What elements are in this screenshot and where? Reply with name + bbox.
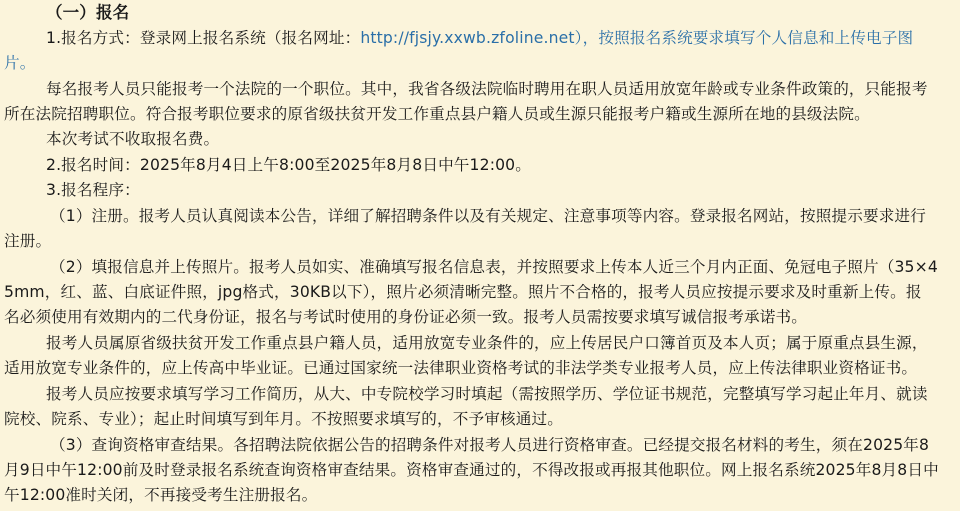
eligibility-para-line2: 所在法院招聘职位。符合报考职位要求的原省级扶贫开发工作重点县户籍人员或生源只能报考户籍或生源所在地的县级法院。 [4, 105, 870, 123]
resume-para-line2: 院校、院系、专业）；起止时间填写到年月。不按照要求填写的，不予审核通过。 [4, 410, 563, 428]
registration-method-line [46, 27, 913, 49]
poverty-county-para-line2: 适用放宽专业条件的，应上传高中毕业证。已通过国家统一法律职业资格考试的非法学类专业报考人员，应上传法律职业资格证书。 [4, 359, 918, 377]
registration-procedure-heading: 3.报名程序： [46, 181, 140, 199]
registration-url-link[interactable]: http://fjsjy.xxwb.zfoline.net [360, 29, 575, 47]
step3-line1: （3）查询资格审查结果。各招聘法院依据公告的招聘条件对报考人员进行资格审查。已经提交报名材料的考生，须在2025年8 [50, 436, 930, 454]
resume-para-line1: 报考人员应按要求填写学习工作简历，从大、中专院校学习时填起（需按照学历、学位证书规范，完整填写学习起止年月、就读 [46, 385, 928, 403]
registration-time: 2.报名时间：2025年8月4日上午8:00至2025年8月8日中午12:00。 [46, 156, 531, 174]
section-heading: （一）报名 [46, 3, 130, 22]
step3-line2: 月9日中午12:00前及时登录报名系统查询资格审查结果。资格审查通过的，不得改报或再报其他职位。网上报名系统2025年8月8日中 [4, 461, 939, 479]
registration-method-suffix: ），按照报名系统要求填写个人信息和上传电子图 [574, 29, 914, 47]
step1-line1: （1）注册。报考人员认真阅读本公告，详细了解招聘条件以及有关规定、注意事项等内容。登录报名网站，按照提示要求进行 [50, 207, 926, 225]
step2-line3: 名必须使用有效期内的二代身份证，报名与考试时使用的身份证必须一致。报考人员需按要求填写诚信报考承诺书。 [4, 308, 807, 326]
step2-line2: 5mm，红、蓝、白底证件照，jpg格式，30KB以下），照片必须清晰完整。照片不合格的，报考人员应按提示要求及时重新上传。报 [4, 283, 922, 301]
step1-line2: 注册。 [4, 232, 52, 250]
fee-note: 本次考试不收取报名费。 [46, 130, 220, 148]
registration-method-cont: 片。 [4, 54, 36, 72]
poverty-county-para-line1: 报考人员属原省级扶贫开发工作重点县户籍人员，适用放宽专业条件的，应上传居民户口簿首页及本人页；属于原重点县生源， [46, 334, 928, 352]
registration-method-prefix: 1.报名方式：登录网上报名系统（报名网址： [46, 29, 361, 47]
step2-line1: （2）填报信息并上传照片。报考人员如实、准确填写报名信息表，并按照要求上传本人近三个月内正面、免冠电子照片（35×4 [50, 258, 938, 276]
eligibility-para-line1: 每名报考人员只能报考一个法院的一个职位。其中，我省各级法院临时聘用在职人员适用放宽年龄或专业条件政策的，只能报考 [46, 80, 928, 98]
step3-line3: 午12:00准时关闭，不再接受考生注册报名。 [4, 486, 318, 504]
